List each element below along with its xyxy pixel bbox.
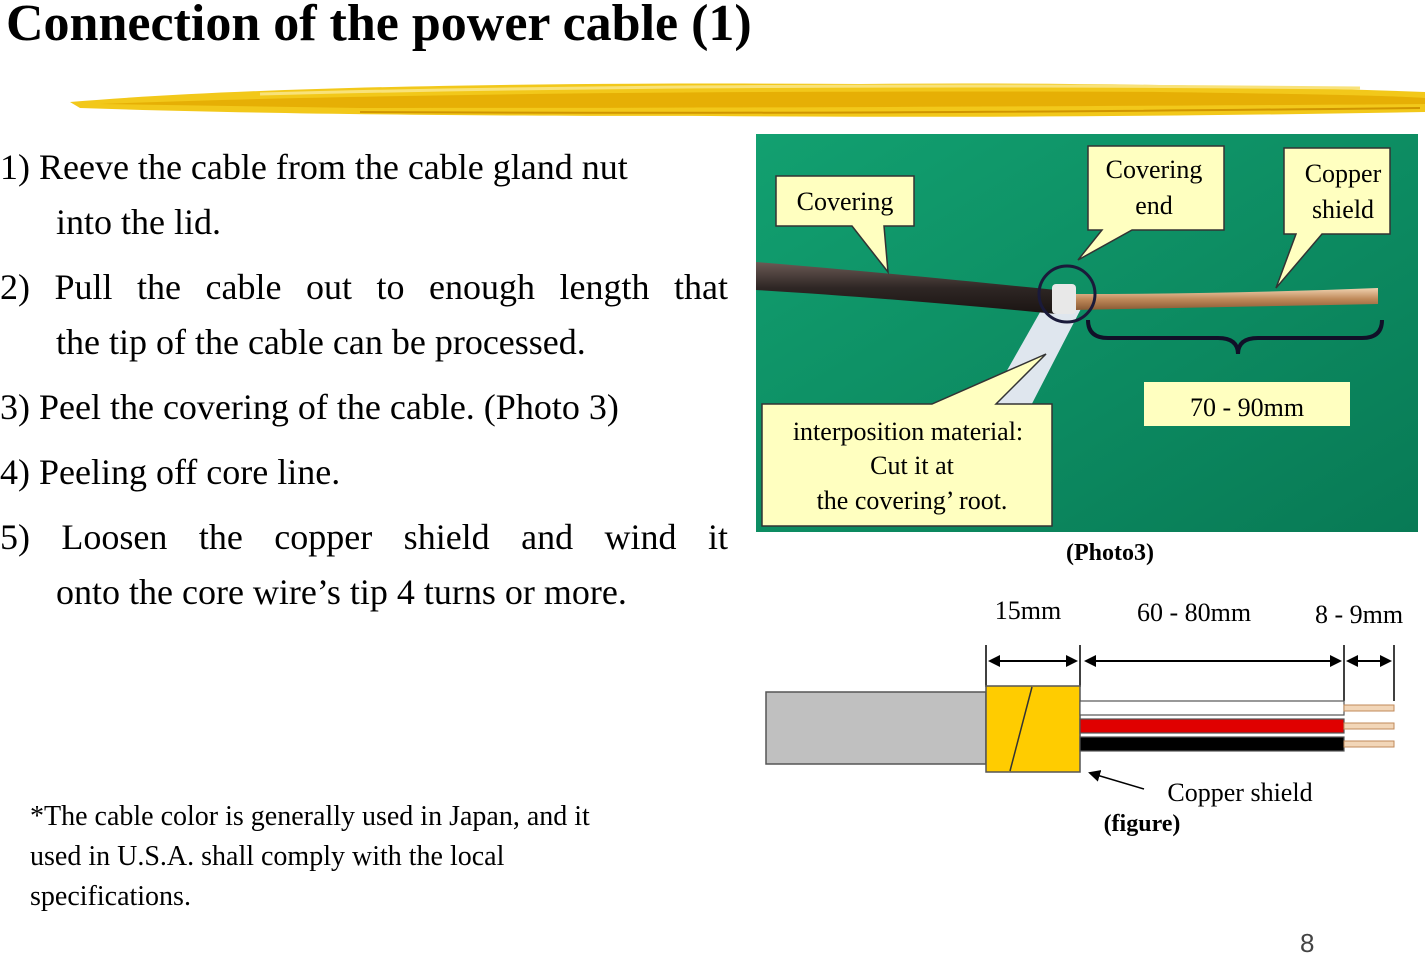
photo-3-illustration bbox=[756, 134, 1418, 532]
figure-wire-red bbox=[1080, 719, 1344, 733]
figure-jacket bbox=[766, 692, 986, 764]
step-5 bbox=[0, 510, 728, 620]
figure-copper-shield bbox=[986, 686, 1080, 772]
step-3 bbox=[0, 380, 728, 435]
step-4-line-1: 4) Peeling off core line. bbox=[0, 452, 341, 492]
note-line-2: used in U.S.A. shall comply with the local bbox=[30, 841, 505, 872]
figure-caption: (figure) bbox=[1103, 811, 1181, 837]
step-1-line-1: 1) Reeve the cable from the cable gland nut bbox=[0, 147, 628, 187]
copper-shield-pointer bbox=[1090, 773, 1144, 789]
note-line-1: *The cable color is generally used in Japan, and it bbox=[30, 801, 590, 832]
figure-copper-shield-label: Copper shield bbox=[1167, 778, 1313, 807]
callout-interposition-text-2: Cut it at bbox=[870, 451, 954, 480]
callout-interposition-text-3: the covering’ root. bbox=[816, 486, 1008, 515]
figure-tip-3 bbox=[1344, 741, 1394, 747]
callout-covering-end-text-1: Covering bbox=[1105, 155, 1203, 184]
callout-copper-shield-text-2: shield bbox=[1311, 195, 1375, 224]
length-label: 70 - 90mm bbox=[1189, 393, 1305, 422]
page-title: Connection of the power cable (1) bbox=[6, 0, 752, 52]
callout-copper-shield-text-1: Copper bbox=[1304, 159, 1382, 188]
step-2-line-2: the tip of the cable can be processed. bbox=[56, 322, 586, 362]
figure-tip-1 bbox=[1344, 705, 1394, 711]
step-1 bbox=[0, 140, 728, 250]
step-5-line-2: onto the core wire’s tip 4 turns or more. bbox=[56, 572, 627, 612]
figure-tip-2 bbox=[1344, 723, 1394, 729]
callout-interposition-text-1: interposition material: bbox=[792, 417, 1024, 446]
note-line-3: specifications. bbox=[30, 881, 191, 912]
step-2 bbox=[0, 260, 728, 370]
dim-60-80mm: 60 - 80mm bbox=[1136, 598, 1252, 627]
steps-list bbox=[0, 140, 728, 630]
cable-figure bbox=[760, 595, 1425, 855]
photo-caption: (Photo3) bbox=[1066, 540, 1154, 566]
step-4 bbox=[0, 445, 728, 500]
page-number: 8 bbox=[1300, 928, 1315, 958]
tape-end bbox=[1052, 284, 1076, 314]
decorative-brush-stroke bbox=[60, 72, 1425, 122]
photo-3 bbox=[756, 134, 1418, 532]
dim-15mm: 15mm bbox=[994, 596, 1062, 625]
step-2-line-1: 2) Pull the cable out to enough length that bbox=[0, 267, 728, 307]
dim-8-9mm: 8 - 9mm bbox=[1314, 600, 1404, 629]
cable-color-note bbox=[30, 797, 720, 917]
callout-covering-end-text-2: end bbox=[1135, 191, 1173, 220]
callout-covering-text: Covering bbox=[796, 187, 894, 216]
step-5-line-1: 5) Loosen the copper shield and wind it bbox=[0, 517, 728, 557]
figure-wire-white bbox=[1080, 701, 1344, 715]
figure-wire-black bbox=[1080, 737, 1344, 751]
step-3-line-1: 3) Peel the covering of the cable. (Photo 3) bbox=[0, 387, 619, 427]
step-1-line-2: into the lid. bbox=[56, 202, 221, 242]
